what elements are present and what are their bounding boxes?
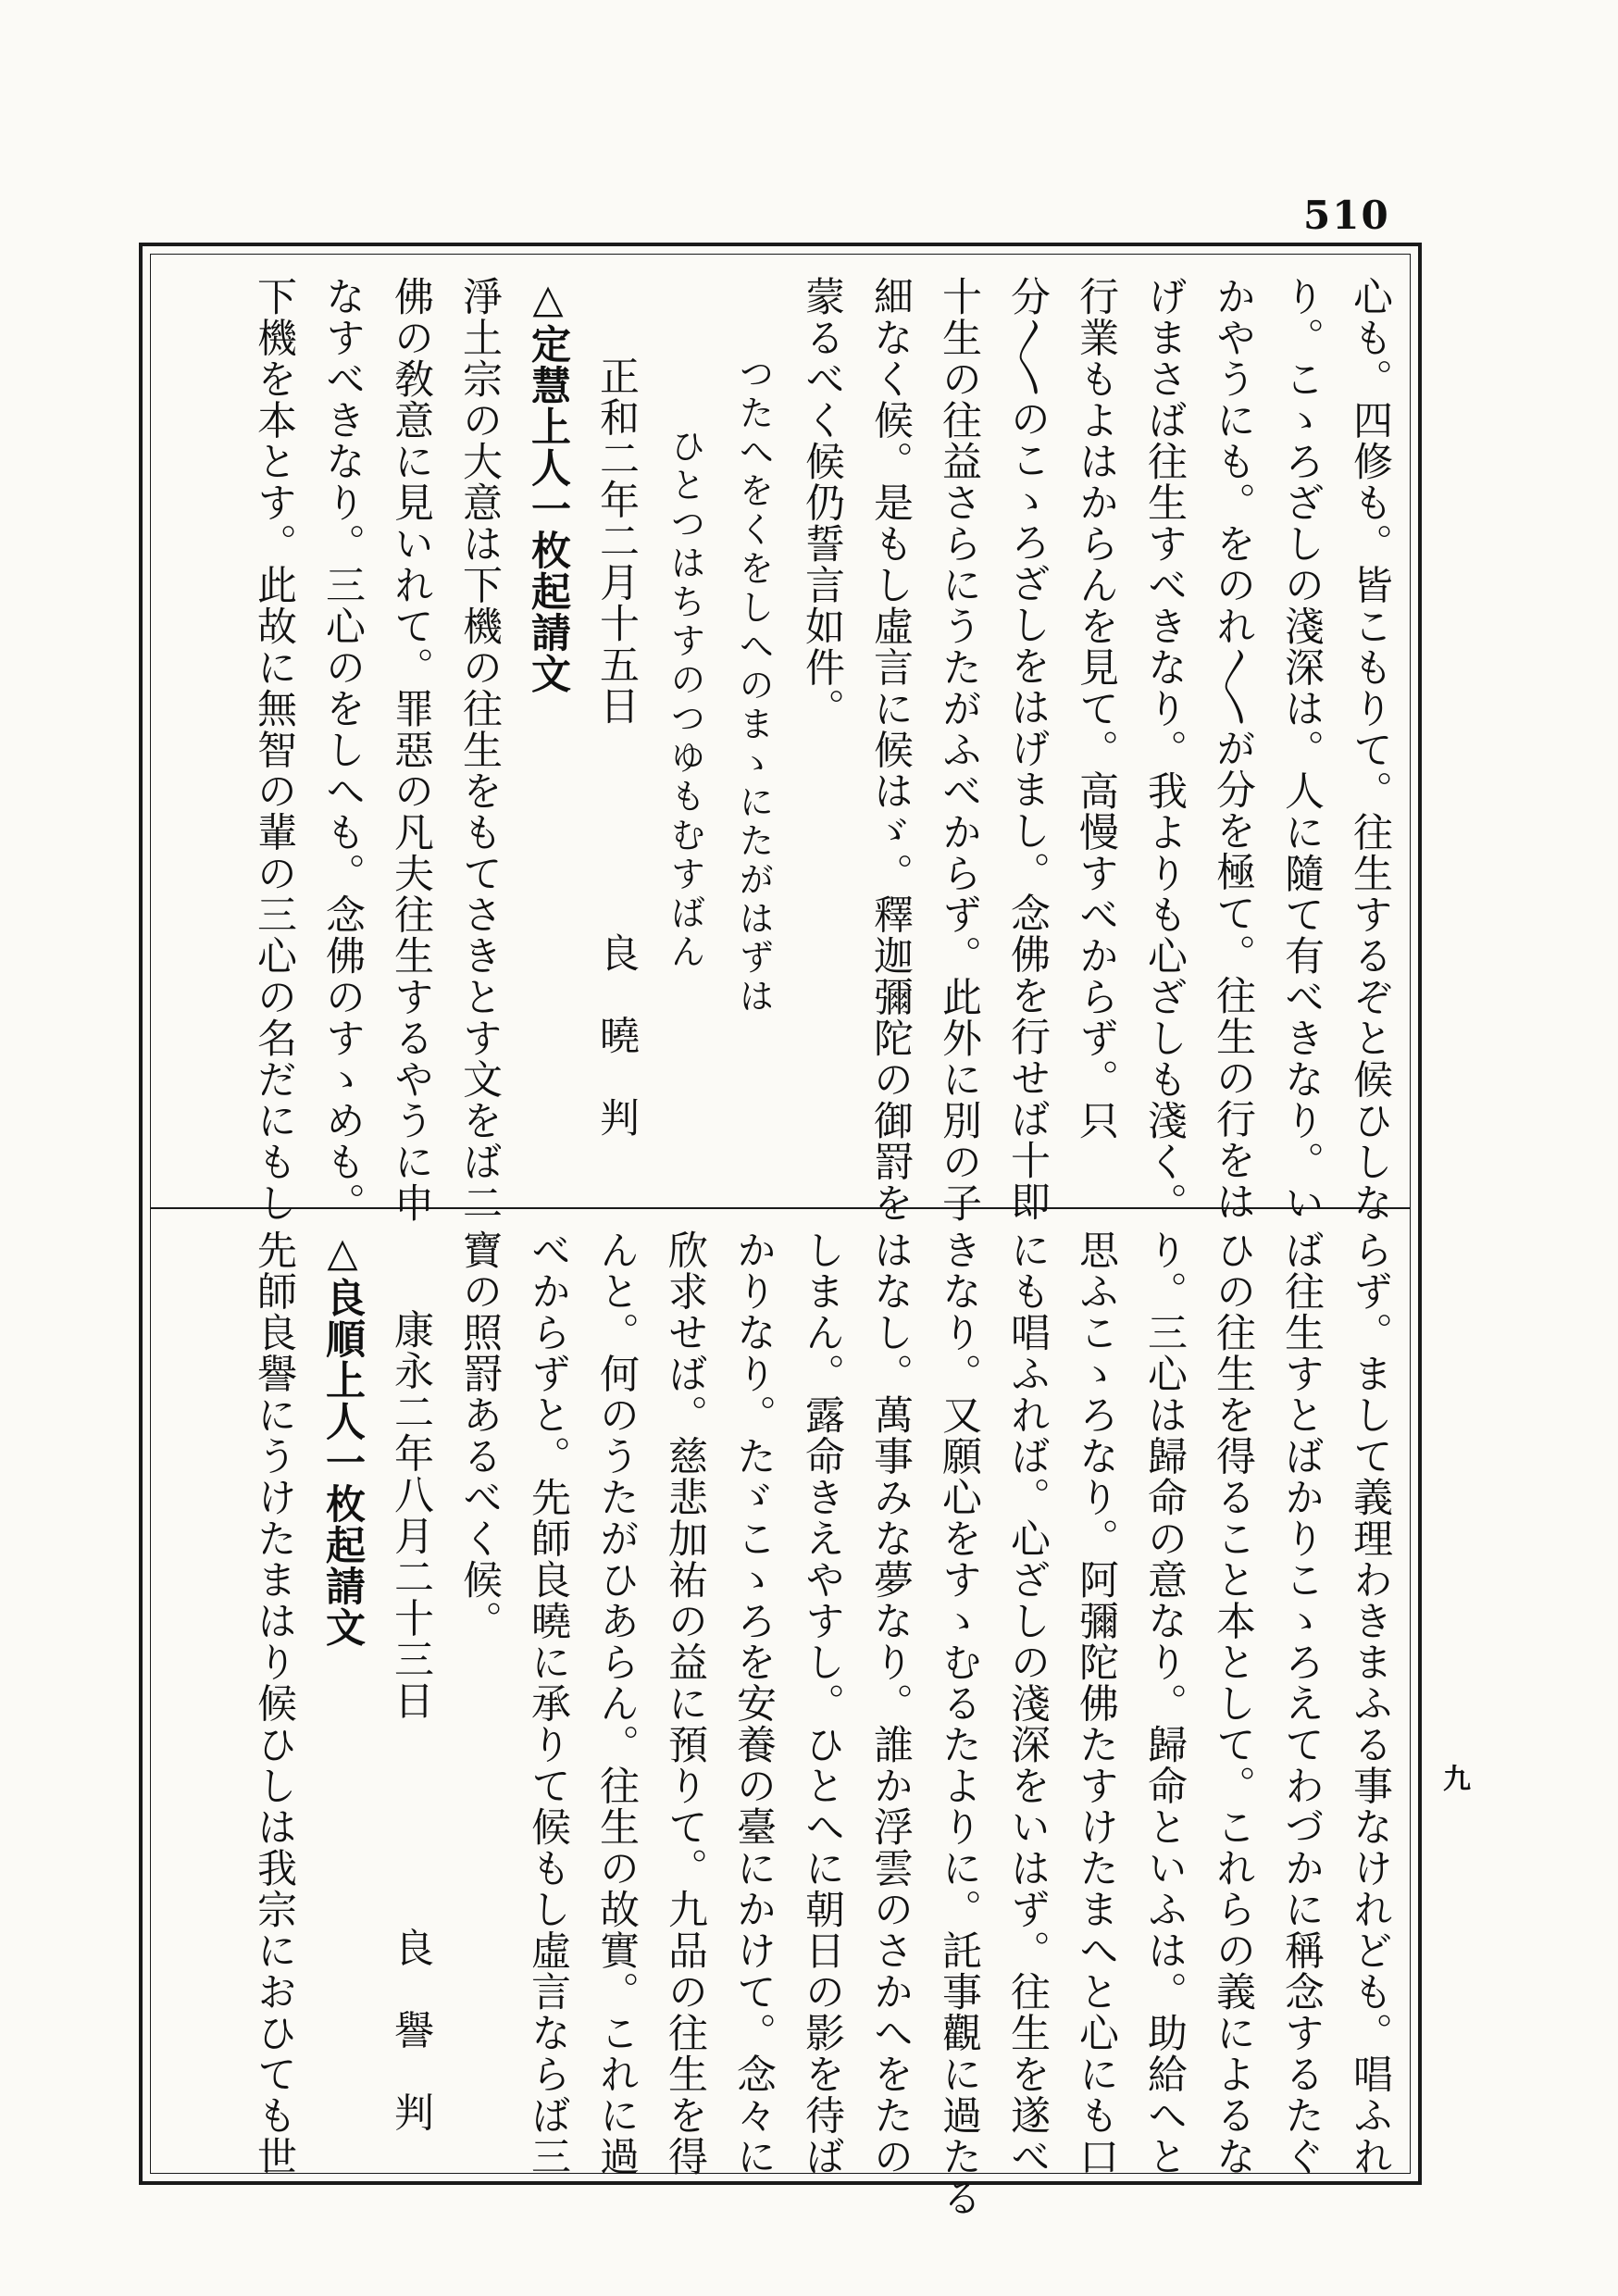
section-heading: △良順上人一枚起請文 (319, 1229, 366, 1648)
upper-text-column: かやうにも。をのれ〳〵が分を極て。往生の行をは (1210, 276, 1256, 1222)
lower-text-column: きなり。又願心をすゝむるたよりに。託事觀に過たる (936, 1229, 982, 2218)
upper-text-column: 淨土宗の大意は下機の往生をもてさきとす文をば二 (456, 276, 503, 1224)
lower-text-column: にも唱ふれば。心ざしの淺深をいはず。往生を遂べ (1004, 1229, 1051, 2177)
marginal-mark: 九 (1438, 1764, 1470, 1791)
upper-text-column: 十生の往益さらにうたがふべからず。此外に別の子 (936, 276, 982, 1224)
upper-text-column: なすべきなり。三心のをしへも。念佛のすゝめも。 (319, 276, 366, 1224)
section-heading: △定慧上人一枚起請文 (525, 276, 571, 694)
lower-text-column: はなし。萬事みな夢なり。誰か浮雲のさかへをたの (867, 1229, 914, 2177)
lower-text-column: 寶の照罸あるべく候。 (456, 1229, 503, 1641)
lower-text-column: んと。何のうたがひあらん。往生の故實。これに過 (593, 1229, 640, 2177)
upper-text-column: 行業もよはからんを見て。高慢すべからず。只 (1073, 276, 1119, 1142)
page-number: 510 (1303, 193, 1390, 238)
lower-register (150, 1211, 1411, 2218)
upper-text-column: 細なく候。是もし虛言に候はゞ。釋迦彌陀の御罸を (867, 276, 914, 1224)
lower-text-column: り。三心は歸命の意なり。歸命といふは。助給へと (1141, 1229, 1188, 2177)
upper-text-column: 下機を本とす。此故に無智の輩の三心の名だにもし (251, 276, 297, 1224)
lower-text-column: 先師良譽にうけたまはり候ひしは我宗におひても世 (251, 1229, 297, 2177)
poem-line: つたへをくをしへのまゝにたがはずは (733, 356, 774, 1017)
upper-text-column: 分〳〵のこゝろざしをはげまし。念佛を行せば十即 (1004, 276, 1051, 1222)
upper-text-column: 心も。四修も。皆こもりて。往生するぞと候ひしな (1347, 276, 1393, 1224)
upper-text-column: 蒙るべく候仍誓言如件。 (799, 276, 845, 730)
upper-register (150, 257, 1411, 1224)
upper-text-column: げまさば往生すべきなり。我よりも心ざしも淺く。 (1141, 276, 1188, 1224)
poem-line: ひとつはちすのつゆもむすばん (665, 428, 705, 972)
lower-text-column: ば往生すとばかりこゝろえてわづかに稱念するたぐ (1278, 1229, 1325, 2177)
lower-text-column: ひの往生を得ること本として。これらの義によるな (1210, 1229, 1256, 2177)
lower-text-column: 欣求せば。慈悲加祐の益に預りて。九品の往生を得 (662, 1229, 708, 2177)
lower-text-column: しまん。露命きえやすし。ひとへに朝日の影を待ば (799, 1229, 845, 2177)
date-signature: 正和二年二月十五日 良 曉 判 (593, 356, 640, 1139)
lower-text-column: べからずと。先師良曉に承りて候もし虛言ならば三 (525, 1229, 571, 2177)
upper-text-column: 佛の敎意に見いれて。罪惡の凡夫往生するやうに申 (388, 276, 434, 1224)
lower-text-column: らず。まして義理わきまふる事なけれども。唱ふれ (1347, 1229, 1393, 2177)
upper-text-column: り。こゝろざしの淺深は。人に隨て有べきなり。い (1278, 276, 1325, 1224)
lower-text-column: かりなり。たゞこゝろを安養の臺にかけて。念々に (730, 1229, 777, 2177)
date-signature: 康永二年八月二十三日 良 譽 判 (388, 1309, 434, 2133)
lower-text-column: 思ふこゝろなり。阿彌陀佛たすけたまへと心にも口 (1073, 1229, 1119, 2177)
